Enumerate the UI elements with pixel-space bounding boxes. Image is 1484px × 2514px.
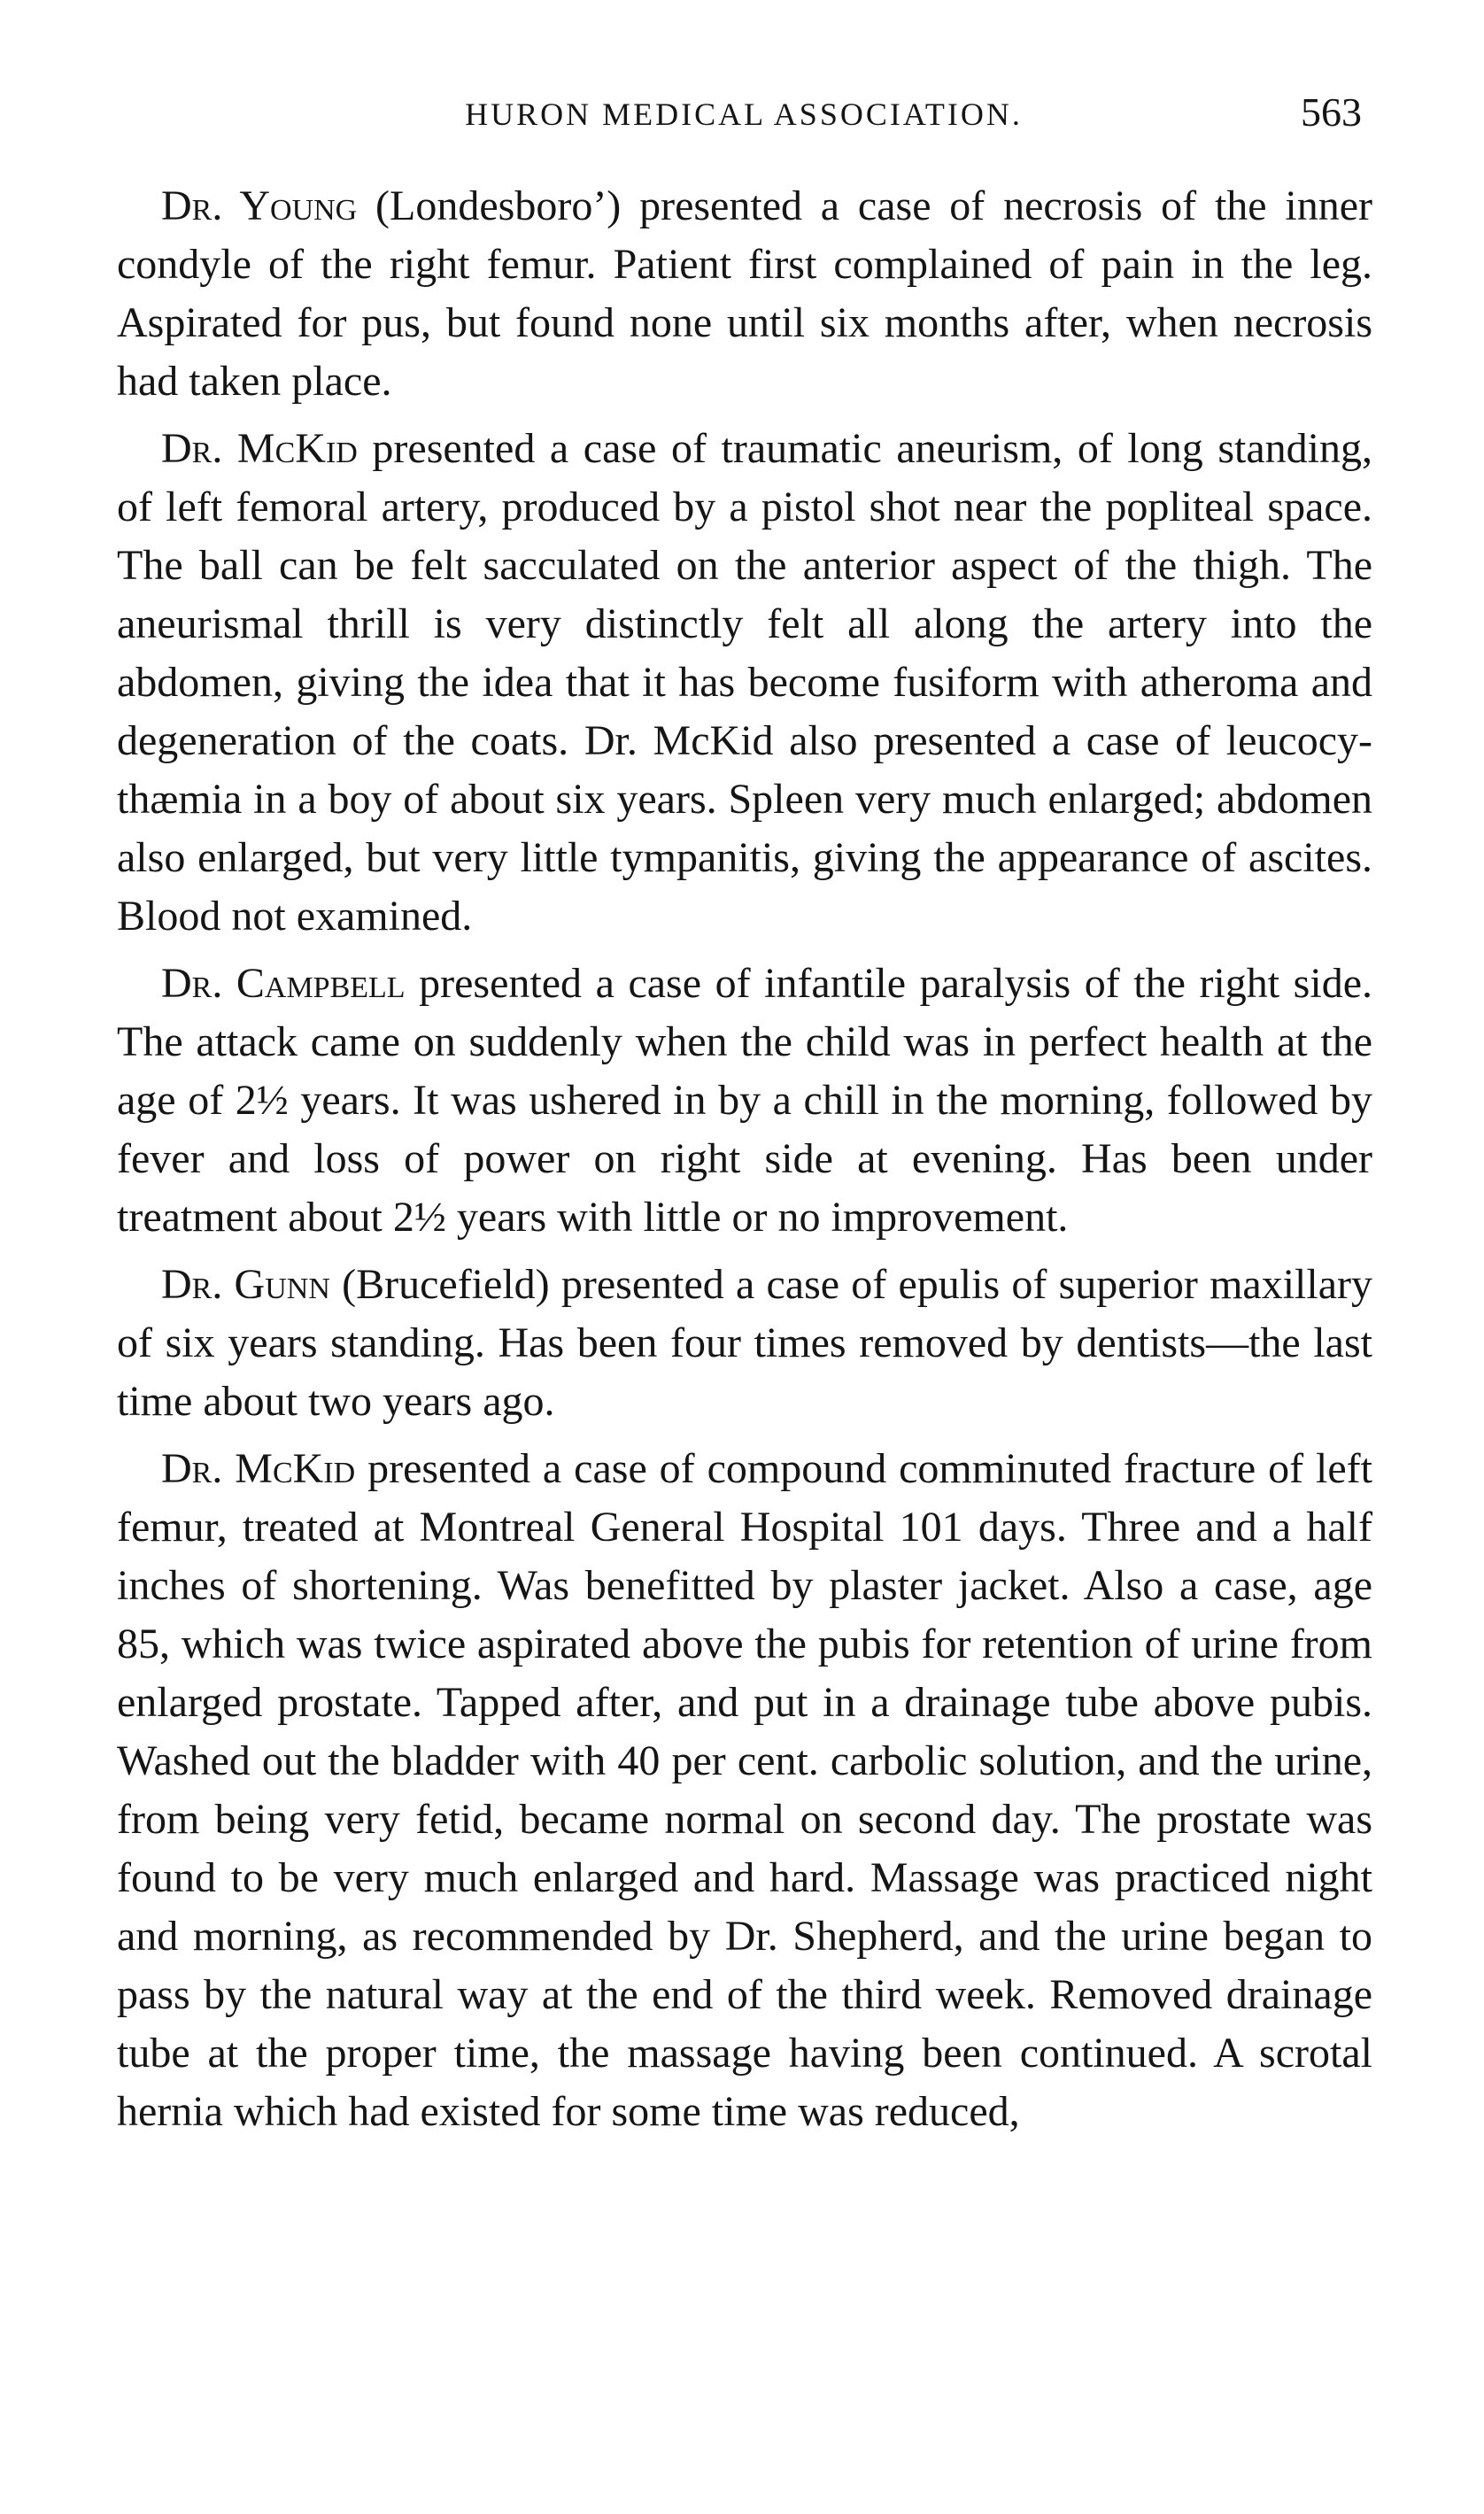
running-head <box>115 89 1372 149</box>
paragraph-text: (Londesboro’) presented a case of necrosis of the inner condyle of the right femur. Patient first complained of pain in the leg. Aspirated for pus, but found none until six months after, when necrosis had taken place. <box>117 182 1372 405</box>
paragraph-dr-gunn <box>117 1256 1372 1431</box>
speaker-name: Dr. Young <box>161 182 358 229</box>
paragraph-dr-mckid-fracture <box>117 1440 1372 2141</box>
paragraph-text: presented a case of compound comminuted fracture of left femur, treated at Montreal General Hospital 101 days. Three and a half inches of shortening. Was benefitted by plaster jacket. Also a case, age 85, which was twice aspirated above the pubis for retention of urine from enlarged prostate. Tapped after, and put in a drainage tube above pubis. Washed out the bladder with 40 per cent. carbolic solution, and the urine, from being very fetid, became normal on second day. The prostate was found to be very much enlarged and hard. Massage was practiced night and morning, as recommended by Dr. Shepherd, and the urine began to pass by the natural way at the end of the third week. Removed drainage tube at the proper time, the massage having been continued. A scrotal hernia which had existed for some time was reduced, <box>117 1445 1372 2135</box>
speaker-name: Dr. Campbell <box>161 960 406 1007</box>
running-title: HURON MEDICAL ASSOCIATION. <box>465 97 1023 132</box>
page-number: 563 <box>1301 89 1362 135</box>
speaker-name: Dr. McKid <box>161 1445 356 1492</box>
speaker-name: Dr. McKid <box>161 425 358 472</box>
body-text <box>117 177 1372 2150</box>
paragraph-dr-campbell <box>117 955 1372 1247</box>
paragraph-dr-young <box>117 177 1372 411</box>
paragraph-text: presented a case of traumatic aneurism, of long standing, of left femoral artery, produced by a pistol shot near the popliteal space. The ball can be felt sacculated on the anterior aspect of the thigh. The aneurismal thrill is very distinctly felt all along the artery into the abdomen, giving the idea that it has become fusiform with atheroma and degeneration of the coats. Dr. McKid also presented a case of leucocythæmia in a boy of about six years. Spleen very much enlarged; abdomen also enlarged, but very little tympanitis, giving the appearance of ascites. Blood not examined. <box>117 425 1372 940</box>
paragraph-dr-mckid-aneurism <box>117 420 1372 946</box>
paragraph-text: (Brucefield) presented a case of epulis of superior maxillary of six years standing. Has been four times removed by dentists—the last time about two years ago. <box>117 1261 1373 1425</box>
speaker-name: Dr. Gunn <box>161 1261 330 1308</box>
paragraph-text: presented a case of infantile paralysis of the right side. The attack came on suddenly when the child was in perfect health at the age of 2½ years. It was ushered in by a chill in the morning, followed by fever and loss of power on right side at evening. Has been under treatment about 2½ years with little or no improvement. <box>117 960 1372 1241</box>
